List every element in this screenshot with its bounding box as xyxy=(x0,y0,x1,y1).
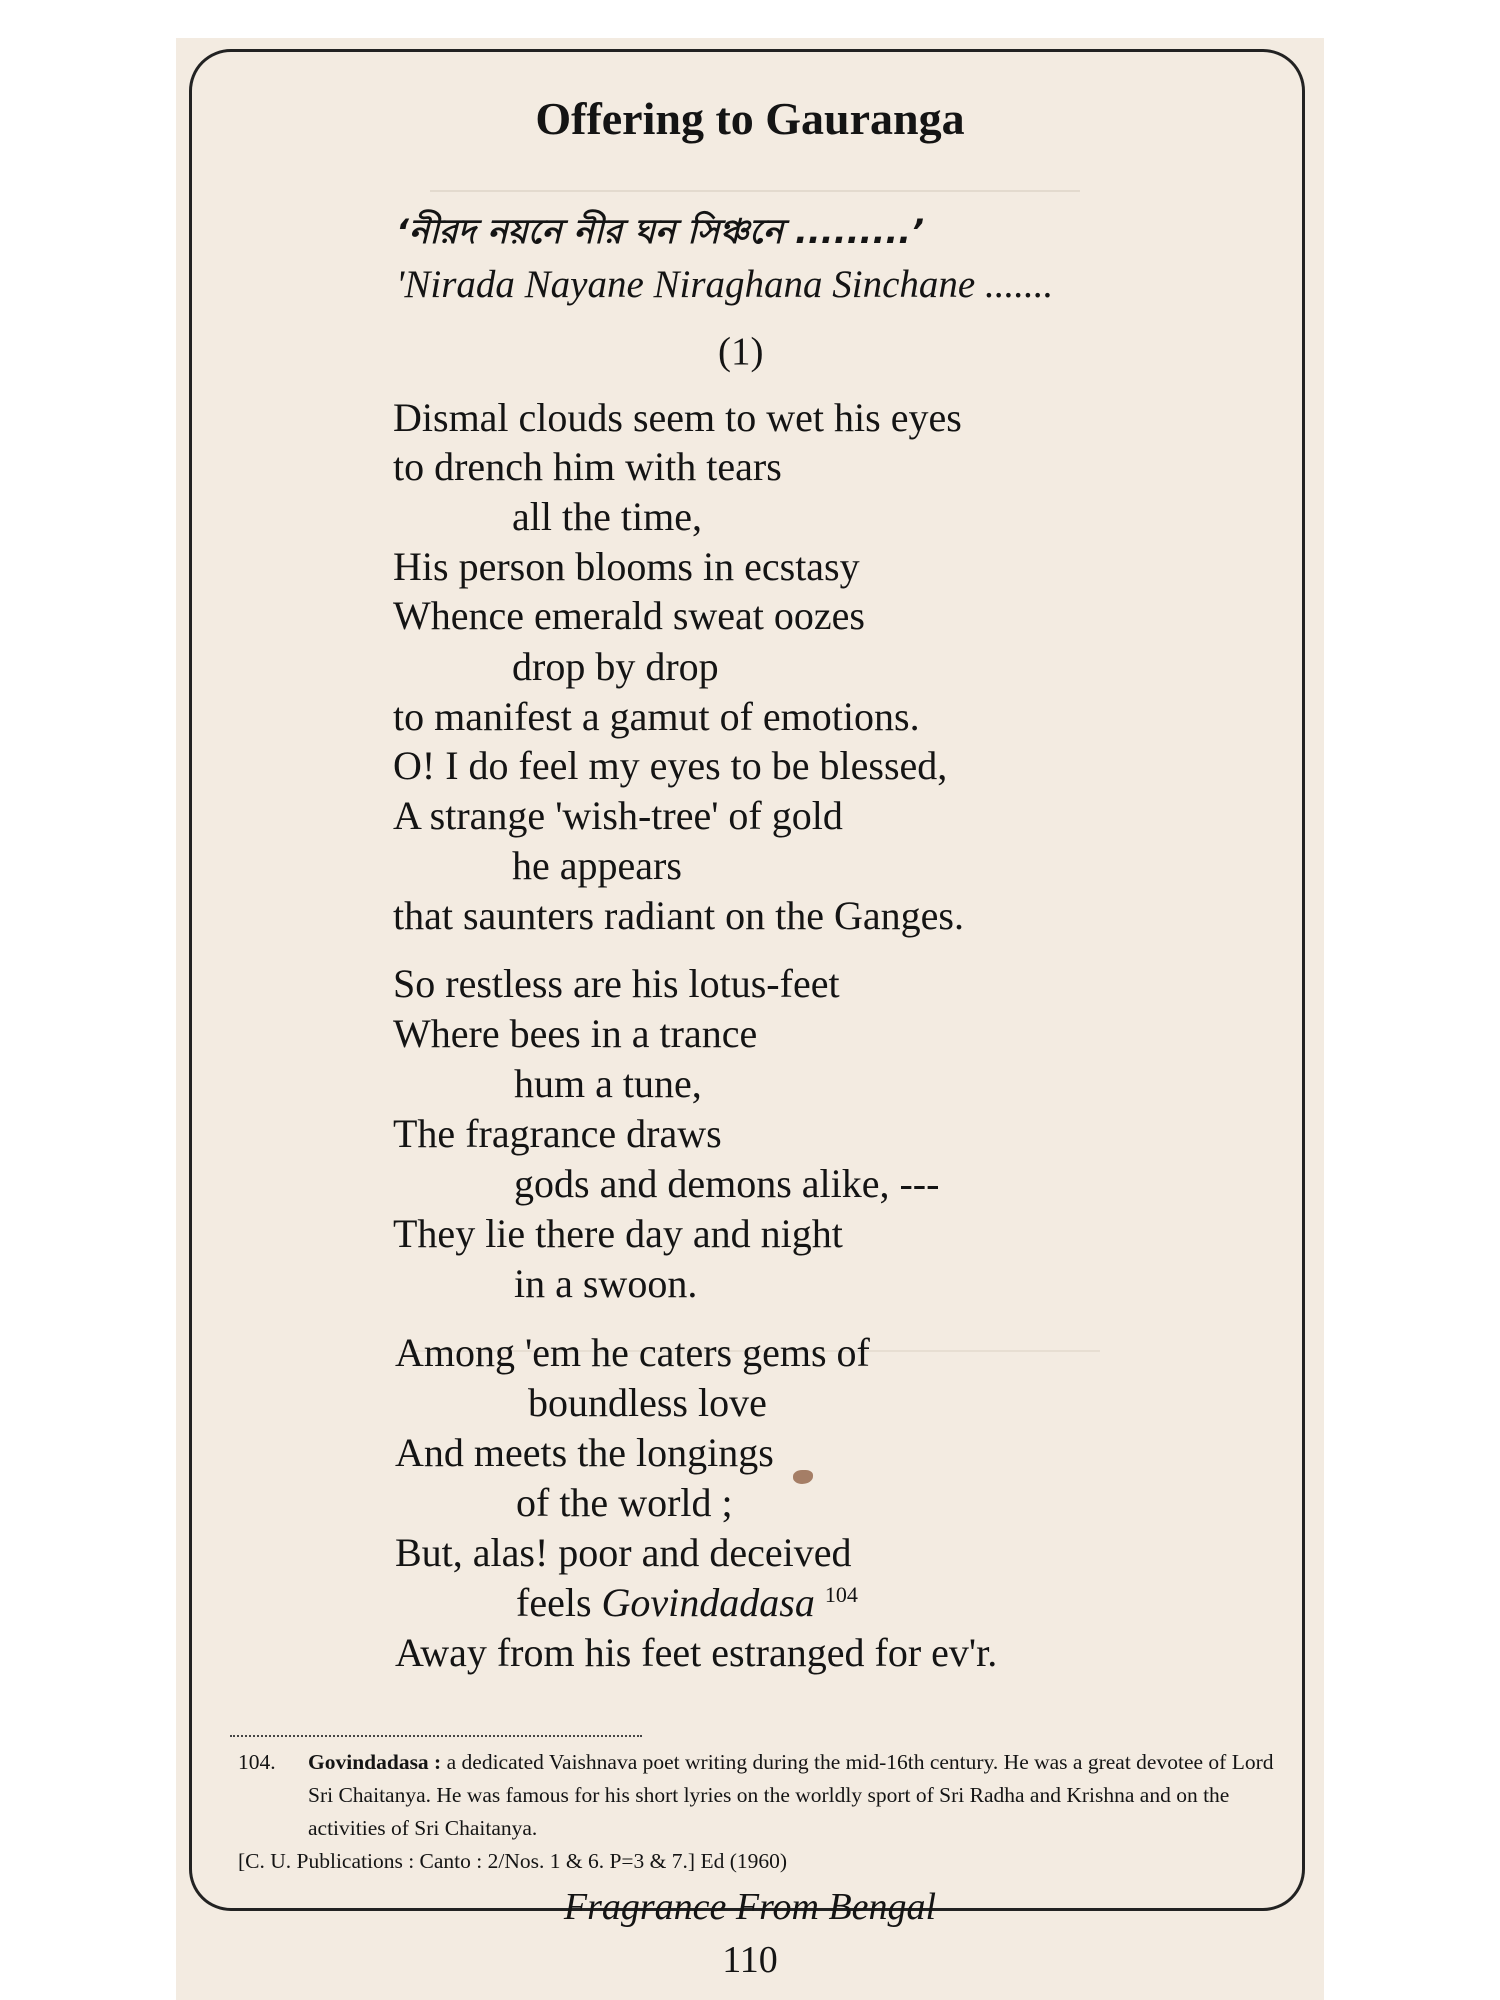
running-footer xyxy=(460,1885,1040,1935)
poem-title: Offering to Gauranga xyxy=(535,93,965,144)
poem-line: all the time, xyxy=(512,494,702,539)
poem-line: Among 'em he caters gems of xyxy=(395,1330,870,1375)
book-title: Fragrance From Bengal xyxy=(563,1886,937,1928)
poem-line xyxy=(516,1580,858,1625)
transliterated-first-line: 'Nirada Nayane Niraghana Sinchane ....... xyxy=(396,263,1054,306)
poem-line: O! I do feel my eyes to be blessed, xyxy=(393,743,948,788)
poem-line-text: feels xyxy=(516,1580,592,1625)
footnote-term: Govindadasa : xyxy=(308,1750,442,1774)
footnote-marker: 104 xyxy=(824,1582,858,1607)
poem-line: gods and demons alike, --- xyxy=(514,1161,940,1206)
bengali-first-line: ‘নীরদ নয়নে নীর ঘন সিঞ্চনে .........’ xyxy=(396,212,924,252)
poem-line: he appears xyxy=(512,843,682,888)
section-number: (1) xyxy=(718,330,764,373)
poem-line: Whence emerald sweat oozes xyxy=(393,593,865,638)
poem-line: in a swoon. xyxy=(514,1261,698,1306)
poem-line: They lie there day and night xyxy=(393,1211,843,1256)
poem-line: boundless love xyxy=(528,1380,767,1425)
footnote-text: a dedicated Vaishnava poet writing during the mid-16th century. He was a great devotee of Lord Sri Chaitanya. He was famous for his short lyries on the worldly sport of Sri Radha and Krishna and on the activities of Sri Chaitanya. xyxy=(308,1750,1274,1840)
footnote-reference: [C. U. Publications : Canto : 2/Nos. 1 & 6. P=3 & 7.] Ed (1960) xyxy=(238,1849,788,1873)
poem-line: Dismal clouds seem to wet his eyes xyxy=(393,395,962,440)
poem-line: His person blooms in ecstasy xyxy=(393,544,860,589)
footnote-body xyxy=(308,1746,1298,1845)
poem-line: to manifest a gamut of emotions. xyxy=(393,694,920,739)
poem-line: hum a tune, xyxy=(514,1061,702,1106)
poem-line: But, alas! poor and deceived xyxy=(395,1530,852,1575)
poem-line: to drench him with tears xyxy=(393,444,782,489)
footnote-divider xyxy=(230,1735,642,1737)
poem-line: A strange 'wish-tree' of gold xyxy=(393,793,843,838)
poem-line: And meets the longings xyxy=(395,1430,774,1475)
poem-line: The fragrance draws xyxy=(393,1111,722,1156)
footer-rule-right xyxy=(945,1909,1040,1911)
poem-line: Where bees in a trance xyxy=(393,1011,758,1056)
poem-line: of the world ; xyxy=(516,1480,733,1525)
page-number: 110 xyxy=(722,1939,778,1981)
poem-line: Away from his feet estranged for ev'r. xyxy=(395,1630,998,1675)
poem-line: drop by drop xyxy=(512,644,719,689)
footnote-number: 104. xyxy=(238,1750,276,1774)
poem-line: So restless are his lotus-feet xyxy=(393,961,840,1006)
poet-name: Govindadasa xyxy=(601,1580,815,1625)
poem-line: that saunters radiant on the Ganges. xyxy=(393,893,964,938)
